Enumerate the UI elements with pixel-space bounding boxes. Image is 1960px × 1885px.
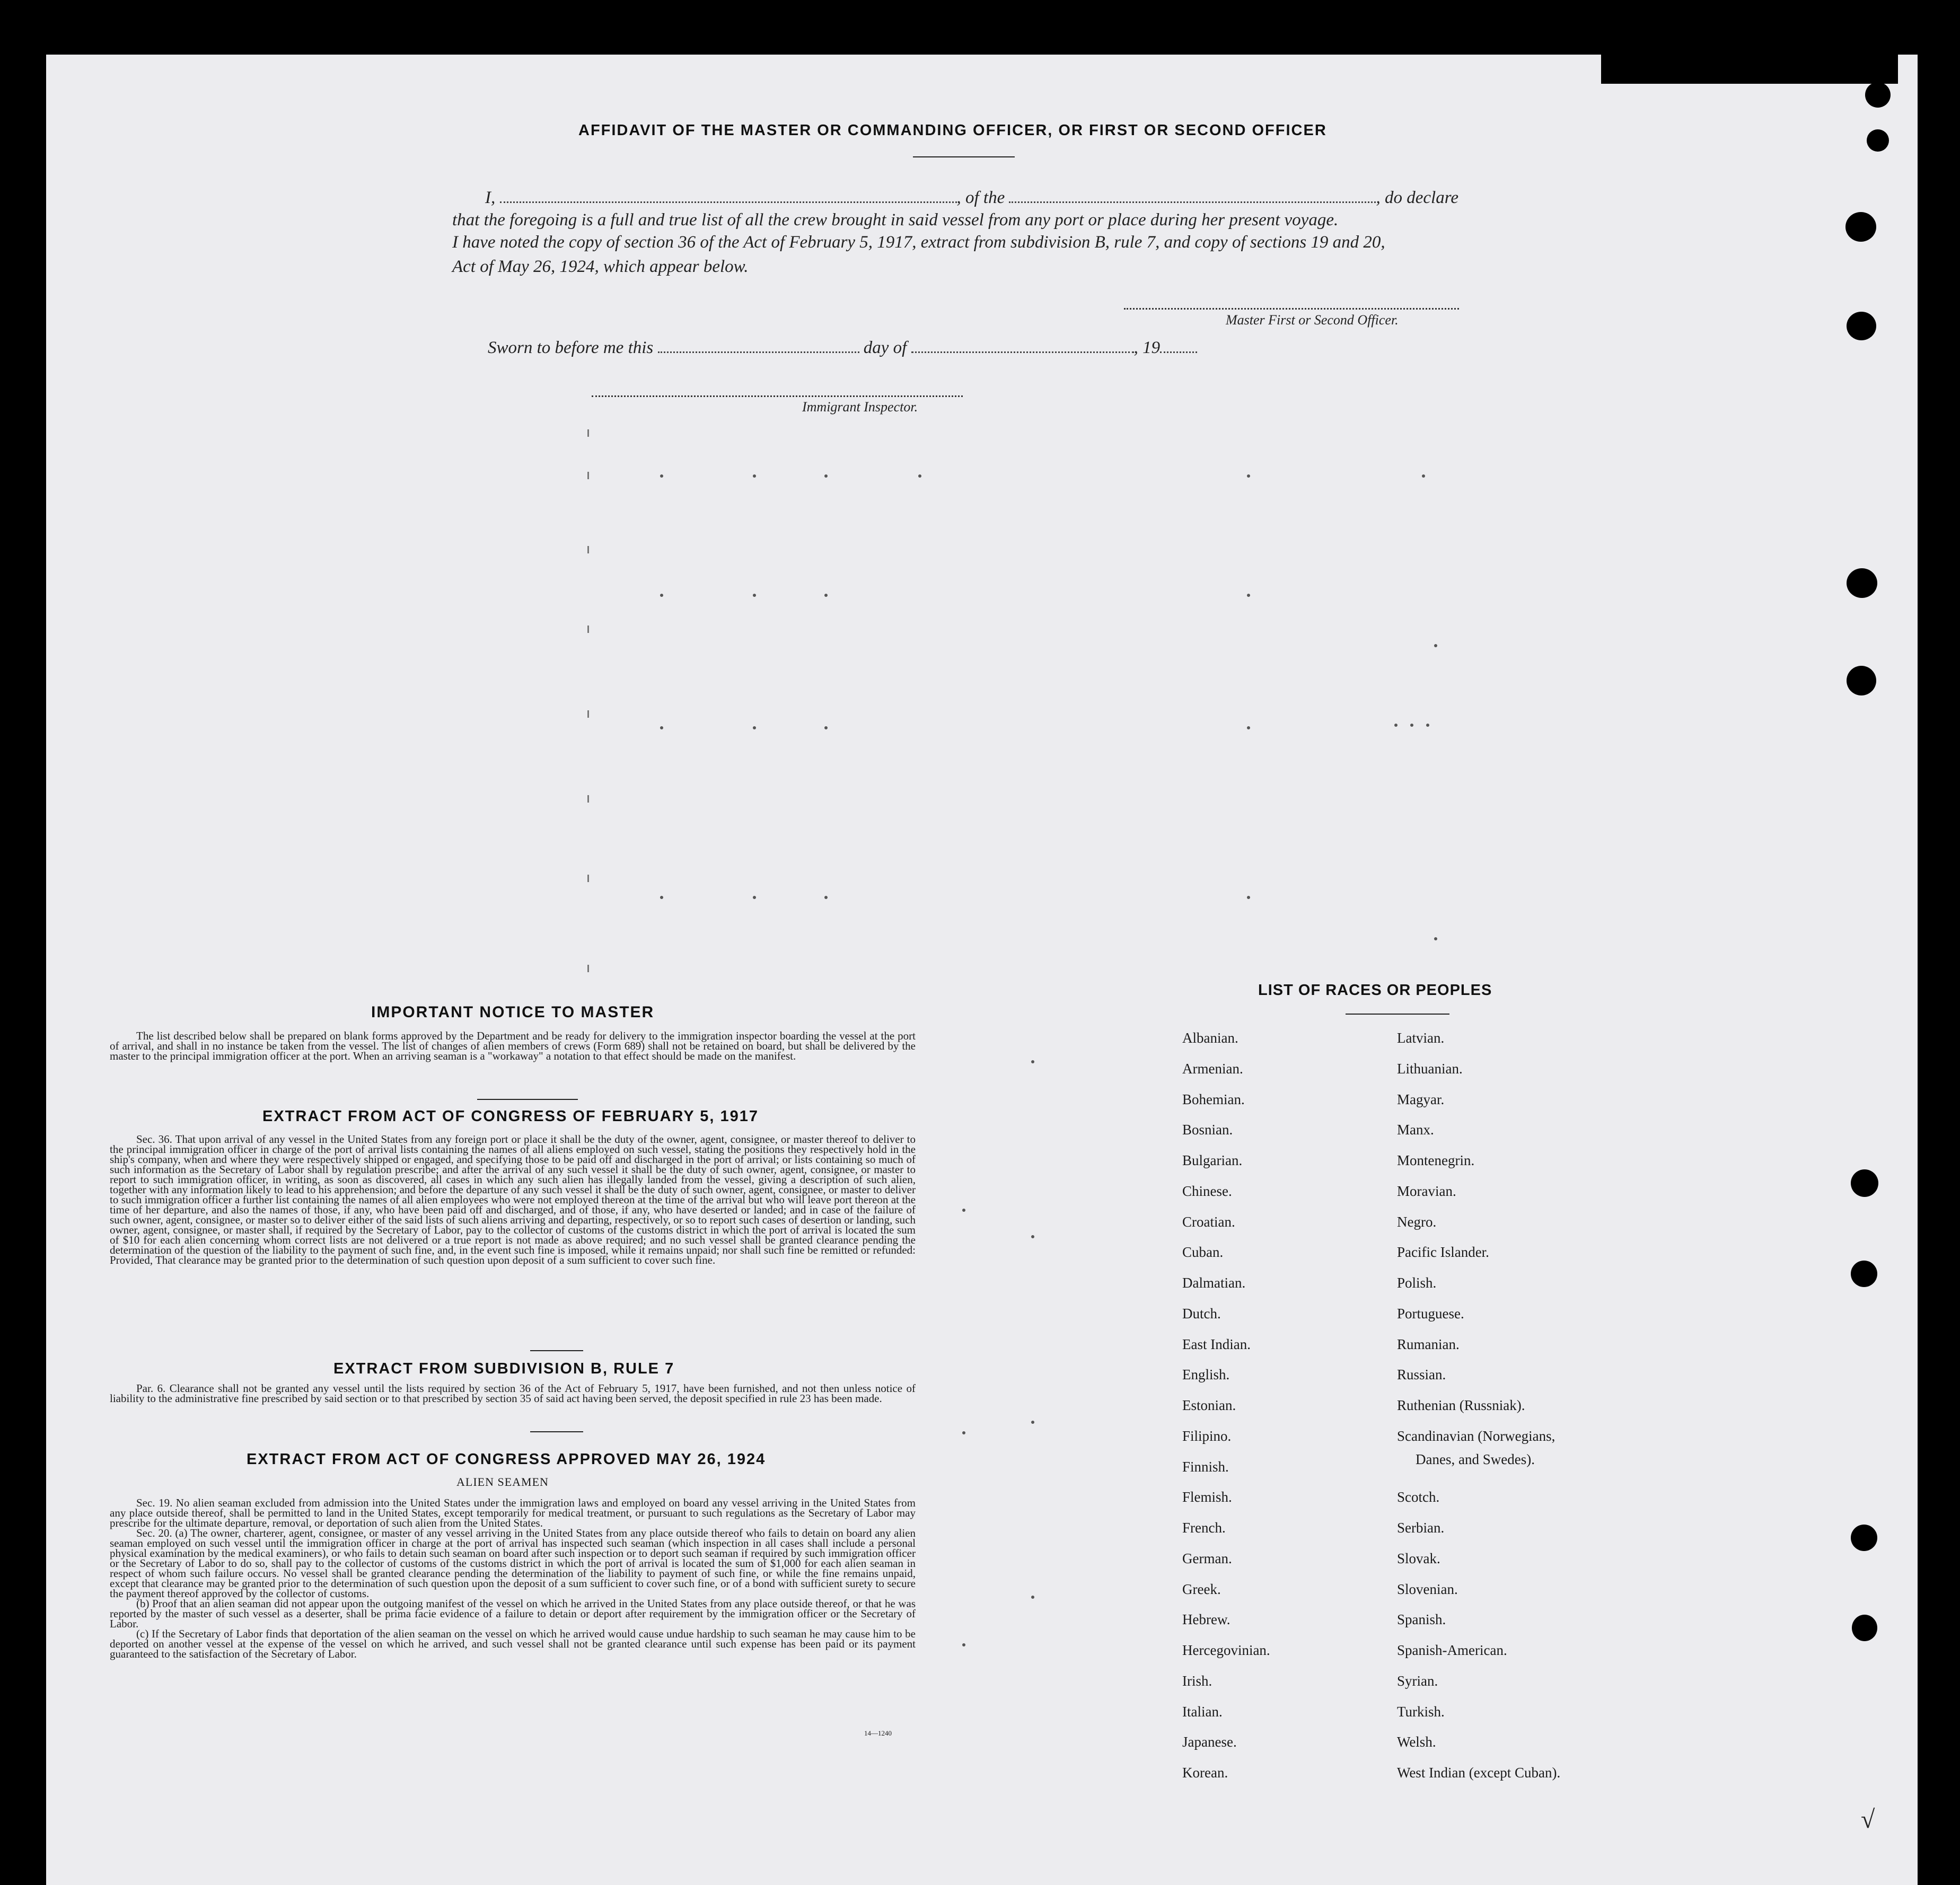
race-entry: Bulgarian. [1182, 1152, 1243, 1168]
binder-hole [1845, 212, 1876, 242]
binder-hole [1865, 82, 1891, 108]
race-entry: Cuban. [1182, 1244, 1224, 1261]
race-entry: West Indian (except Cuban). [1397, 1765, 1561, 1781]
race-entry-continuation: Danes, and Swedes). [1416, 1451, 1535, 1467]
bleed-mark [1031, 1421, 1034, 1424]
extract-1924-body: Sec. 19. No alien seaman excluded from admission into the United States under the immigration laws and employed on board any vessel arriving in the United States from any place outside thereof, shall be permitted to land in the United States, except temporarily for medical treatment, or pursuant to such regulations as the Secretary of Labor may prescribe for the ultimate departure, removal, or deportation of such alien from the United States. Sec. 20. (a) The owner, charterer, agent, consignee, or master of any vessel arriving in the United States from any place outside thereof who fails to detain on board any alien seaman employed on such vessel until the immigration officer in charge at the port of arrival has inspected such seaman (which inspection in all cases shall include a personal physical examination by the medical examiners), or who fails to detain such seaman on board after such inspection or to deport such seaman if required by such immigration officer or the Secretary of Labor to do so, shall pay to the collector of customs of the customs district in which the port of arrival is located the sum of $1,000 for each alien seaman in respect of whom such failure occurs. No vessel shall be granted clearance pending the determination of the liability to payment of such fine, or while the fine remains unpaid, except that clearance may be granted prior to the determination of such question upon the deposit of a sum sufficient to cover such fine, or of a bond with sufficient surety to secure the payment thereof approved by the collector of customs. (b) Proof that an alien seaman did not appear upon the outgoing manifest of the vessel on which he arrived in the United States from any place outside thereof, or that he was reported by the master of such vessel as a deserter, shall be prima facie evidence of a failure to detain or deport after requirement by the immigration officer or the Secretary of Labor. (c) If the Secretary of Labor finds that deportation of the alien seaman on the vessel on which he arrived would cause undue hardship to such seaman he may cause him to be deported on another vessel at the expense of the vessel on which he arrived, and such vessel shall not be granted clearance until such expense has been paid or its payment guaranteed to the satisfaction of the Secretary of Labor. [110, 1496, 916, 1660]
bleed-mark [587, 710, 589, 718]
bleed-mark [660, 726, 663, 729]
section-rule [530, 1350, 583, 1351]
race-entry: Korean. [1182, 1765, 1228, 1781]
bleed-mark [1247, 726, 1250, 729]
bleed-mark [587, 626, 589, 633]
race-entry: Irish. [1182, 1672, 1212, 1689]
extract-rule7-title: EXTRACT FROM SUBDIVISION B, RULE 7 [333, 1360, 675, 1377]
race-entry: Hercegovinian. [1182, 1642, 1270, 1658]
race-entry: Pacific Islander. [1397, 1244, 1489, 1261]
bleed-mark [1426, 724, 1429, 727]
race-entry: Croatian. [1182, 1213, 1235, 1230]
binder-hole [1851, 1261, 1877, 1287]
name-blank[interactable] [500, 201, 957, 203]
bleed-mark [1031, 1596, 1034, 1599]
bleed-mark [753, 726, 756, 729]
page-edge-tab [1601, 55, 1898, 84]
race-entry: Portuguese. [1397, 1305, 1464, 1322]
extract-1917-title: EXTRACT FROM ACT OF CONGRESS OF FEBRUARY 5, 1917 [262, 1108, 759, 1125]
sworn-year-blank[interactable] [1160, 351, 1197, 353]
bleed-mark [962, 1209, 965, 1212]
race-entry: Armenian. [1182, 1060, 1243, 1077]
race-entry: Serbian. [1397, 1520, 1445, 1536]
bleed-mark [587, 546, 589, 553]
form-number: 14—1240 [864, 1729, 892, 1737]
race-entry: Turkish. [1397, 1703, 1445, 1720]
race-entry: Moravian. [1397, 1183, 1456, 1199]
bleed-mark [587, 965, 589, 972]
bleed-mark [1422, 474, 1425, 478]
race-entry: Scandinavian (Norwegians, [1397, 1428, 1555, 1444]
binder-hole [1867, 129, 1889, 152]
race-entry: Estonian. [1182, 1397, 1236, 1413]
bleed-mark [753, 474, 756, 478]
notice-body: The list described below shall be prepared on blank forms approved by the Department and be ready for delivery to the immigration inspector boarding the vessel at the port of arrival, and shall in no instance be taken from the vessel. The list of changes of alien members of crews (Form 689) shall not be retained on board, but shall be delivered by the master to the principal immigration officer at the port. When an arriving seaman is a "workaway" a notation to that effect should be made on the manifest. [110, 1029, 916, 1062]
extract-1924-title: EXTRACT FROM ACT OF CONGRESS APPROVED MAY 26, 1924 [247, 1451, 766, 1468]
race-entry: East Indian. [1182, 1336, 1251, 1352]
race-entry: Spanish-American. [1397, 1642, 1507, 1658]
race-entry: Dalmatian. [1182, 1275, 1246, 1291]
bleed-mark [1031, 1060, 1034, 1063]
affidavit-line-2: that the foregoing is a full and true list of all the crew brought in said vessel from any port or place during her present voyage. [452, 210, 1339, 230]
affidavit-line-3: I have noted the copy of section 36 of the Act of February 5, 1917, extract from subdivision B, rule 7, and copy of sections 19 and 20, [452, 233, 1385, 252]
binder-hole [1852, 1615, 1877, 1641]
race-entry: English. [1182, 1367, 1230, 1383]
bleed-mark [824, 896, 828, 899]
bleed-mark [587, 472, 589, 479]
race-entry: Syrian. [1397, 1672, 1438, 1689]
notice-title: IMPORTANT NOTICE TO MASTER [371, 1003, 655, 1021]
race-entry: Negro. [1397, 1213, 1437, 1230]
race-entry: Lithuanian. [1397, 1060, 1463, 1077]
bleed-mark [918, 474, 921, 478]
bleed-mark [824, 474, 828, 478]
race-entry: Italian. [1182, 1703, 1223, 1720]
sworn-line: Sworn to before me this day of , 19 [488, 336, 1197, 359]
checkmark: √ [1861, 1805, 1875, 1834]
bleed-mark [1434, 937, 1437, 940]
bleed-mark [1247, 474, 1250, 478]
binder-hole [1851, 1169, 1878, 1197]
extract-1917-body: Sec. 36. That upon arrival of any vessel in the United States from any foreign port or place it shall be the duty of the owner, agent, consignee, or master thereof to deliver to the principal immigration officer in charge of the port of arrival lists containing the names of all aliens employed on such vessel, stating the positions they respectively hold in the ship's company, when and where they were respectively shipped or engaged, and specifying those to be paid off and discharged in the port of arrival; or lists containing so much of such information as the Secretary of Labor shall by regulation prescribe; and after the arrival of any such vessel it shall be the duty of such owner, agent, consignee, or master to report to such immigration officer, in writing, as soon as discovered, all cases in which any such alien has illegally landed from the vessel, giving a description of such alien, together with any information likely to lead to his apprehension; and before the departure of any such vessel it shall be the duty of such owner, agent, consignee, or master to deliver to such immigration officer a further list containing the names of all alien employees who were not employed thereon at the time of the arrival but who will leave port thereon at the time of her departure, and also the names of those, if any, who have been paid off and discharged, and of those, if any, who have deserted or landed; and in case of the failure of such owner, agent, consignee, or master so to deliver either of the said lists of such aliens arriving and departing, respectively, or so to report such cases of desertion or landing, such owner, agent, consignee, or master shall, if required by the Secretary of Labor, pay to the collector of customs of the customs district in which the port of arrival is located the sum of $10 for each alien concerning whom correct lists are not delivered or a true report is not made as above required; and no such vessel shall be granted clearance pending the determination of the question of the liability to the payment of such fine, and, in the event such fine is imposed, while it remains unpaid; nor shall such fine be remitted or refunded: Provided, That clearance may be granted prior to the determination of such question upon deposit of a sum sufficient to cover such fine. [110, 1133, 916, 1266]
race-entry: Slovenian. [1397, 1581, 1458, 1597]
binder-hole [1847, 568, 1877, 598]
bleed-mark [753, 896, 756, 899]
bleed-mark [962, 1643, 965, 1646]
section-rule [530, 1431, 583, 1432]
bleed-mark [660, 594, 663, 597]
bleed-mark [587, 429, 589, 437]
race-entry: Russian. [1397, 1367, 1446, 1383]
race-entry: Magyar. [1397, 1091, 1445, 1107]
master-signature-label: Master First or Second Officer. [1226, 312, 1399, 328]
race-entry: Scotch. [1397, 1489, 1440, 1505]
bleed-mark [587, 875, 589, 882]
bleed-mark [587, 795, 589, 803]
races-title-underline [1346, 1014, 1449, 1015]
bleed-mark [1394, 724, 1398, 727]
race-entry: Montenegrin. [1397, 1152, 1475, 1168]
bleed-mark [1247, 594, 1250, 597]
race-entry: Ruthenian (Russniak). [1397, 1397, 1525, 1413]
sworn-day-blank[interactable] [658, 351, 859, 353]
race-entry: Bosnian. [1182, 1122, 1233, 1138]
bleed-mark [660, 896, 663, 899]
bleed-mark [1031, 1235, 1034, 1238]
race-entry: Filipino. [1182, 1428, 1232, 1444]
bleed-mark [1410, 724, 1413, 727]
title-underline [913, 156, 1015, 157]
affidavit-line-1: I, , of the , do declare [485, 188, 1458, 207]
binder-hole [1847, 312, 1876, 340]
races-title: LIST OF RACES OR PEOPLES [1258, 982, 1492, 999]
bleed-mark [753, 594, 756, 597]
race-entry: Latvian. [1397, 1030, 1445, 1046]
race-entry: Flemish. [1182, 1489, 1232, 1505]
sworn-month-blank[interactable] [911, 351, 1134, 353]
race-entry: Chinese. [1182, 1183, 1232, 1199]
race-entry: German. [1182, 1550, 1232, 1566]
bleed-mark [1247, 896, 1250, 899]
race-entry: Finnish. [1182, 1458, 1229, 1475]
section-rule [477, 1099, 578, 1100]
race-entry: Manx. [1397, 1122, 1434, 1138]
inspector-label: Immigrant Inspector. [802, 399, 918, 415]
alien-seamen-subtitle: ALIEN SEAMEN [456, 1475, 549, 1488]
affidavit-line-4: Act of May 26, 1924, which appear below. [452, 257, 749, 276]
bleed-mark [824, 594, 828, 597]
race-entry: Bohemian. [1182, 1091, 1245, 1107]
bleed-mark [660, 474, 663, 478]
race-entry: Welsh. [1397, 1734, 1436, 1750]
bleed-mark [962, 1431, 965, 1434]
binder-hole [1851, 1525, 1877, 1551]
race-entry: Albanian. [1182, 1030, 1238, 1046]
vessel-blank[interactable] [1009, 201, 1376, 203]
bleed-mark [1434, 644, 1437, 647]
race-entry: Japanese. [1182, 1734, 1237, 1750]
extract-rule7-body: Par. 6. Clearance shall not be granted any vessel until the lists required by section 36 of the Act of February 5, 1917, have been furnished, and not then unless notice of liability to the administrative fine prescribed by said section or to that prescribed by section 35 of said act having been served, the deposit specified in rule 23 has been made. [110, 1382, 916, 1405]
race-entry: Rumanian. [1397, 1336, 1460, 1352]
race-entry: Hebrew. [1182, 1611, 1231, 1628]
affidavit-title: AFFIDAVIT OF THE MASTER OR COMMANDING OFFICER, OR FIRST OR SECOND OFFICER [578, 122, 1327, 139]
race-entry: French. [1182, 1520, 1226, 1536]
race-entry: Greek. [1182, 1581, 1221, 1597]
race-entry: Dutch. [1182, 1305, 1221, 1322]
race-entry: Slovak. [1397, 1550, 1440, 1566]
binder-hole [1847, 666, 1876, 695]
race-entry: Spanish. [1397, 1611, 1446, 1628]
bleed-mark [824, 726, 828, 729]
race-entry: Polish. [1397, 1275, 1437, 1291]
